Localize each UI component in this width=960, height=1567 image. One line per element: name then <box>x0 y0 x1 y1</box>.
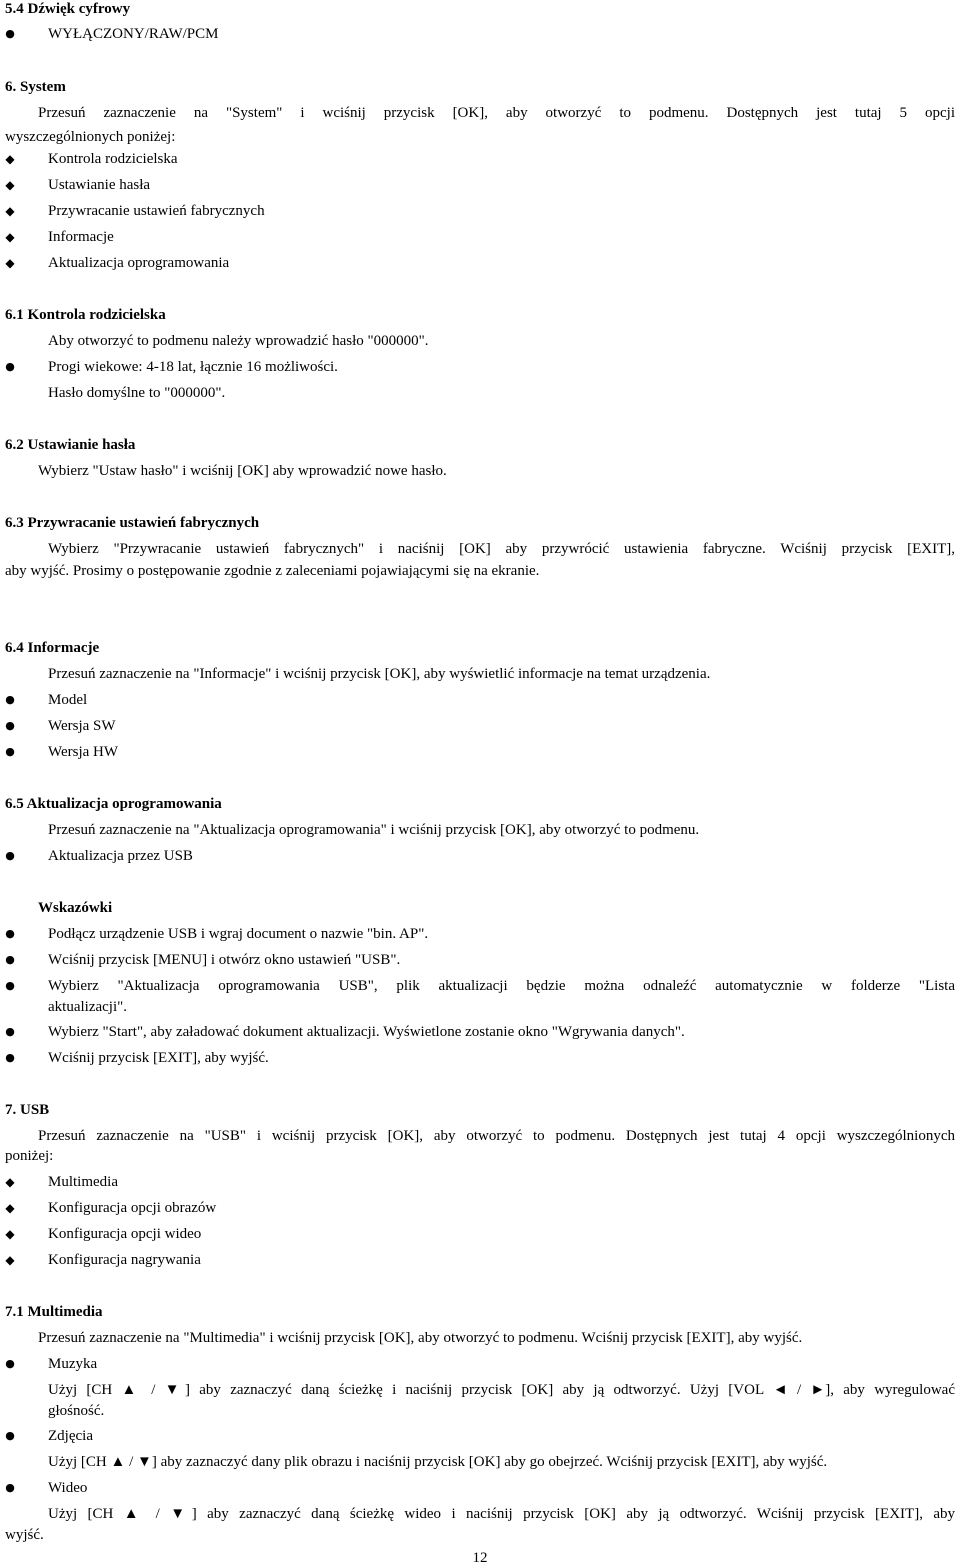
paragraph-line: Wybierz "Ustaw hasło" i wciśnij [OK] aby wprowadzić nowe hasło. <box>38 463 447 479</box>
bullet-diamond-icon: ◆ <box>5 1201 15 1215</box>
paragraph-line: Przesuń zaznaczenie na "USB" i wciśnij przycisk [OK], aby otworzyć to podmenu. Dostępnych jest tutaj 4 opcji wyszczególnionych <box>38 1128 955 1144</box>
bullet-diamond-icon: ◆ <box>5 1253 15 1267</box>
paragraph-line: Użyj [CH ▲ / ▼] aby zaznaczyć daną ścieżkę wideo i naciśnij przycisk [OK] aby ją odtworzyć. Wciśnij przycisk [EXIT], aby <box>48 1506 955 1522</box>
section-heading-6: 6. System <box>5 79 66 95</box>
paragraph-line: Hasło domyślne to "000000". <box>48 385 226 401</box>
section-heading-7-1: 7.1 Multimedia <box>5 1304 103 1320</box>
bullet-dot-icon: ● <box>5 927 15 940</box>
bullet-diamond-icon: ◆ <box>5 230 15 244</box>
bullet-dot-icon: ● <box>5 1357 15 1370</box>
bullet-diamond-icon: ◆ <box>5 1227 15 1241</box>
bullet-dot-icon: ● <box>5 1481 15 1494</box>
paragraph-line: wyszczególnionych poniżej: <box>5 129 176 145</box>
tips-heading: Wskazówki <box>38 900 113 916</box>
paragraph-line: Aby otworzyć to podmenu należy wprowadzić hasło "000000". <box>48 333 429 349</box>
paragraph-line: wyjść. <box>5 1527 44 1543</box>
paragraph-line: Użyj [CH ▲ / ▼] aby zaznaczyć daną ścieżkę i naciśnij przycisk [OK] aby ją odtworzyć. Użyj [VOL ◄ / ►], aby wyregulować <box>48 1382 955 1398</box>
section-heading-7: 7. USB <box>5 1102 50 1118</box>
bullet-dot-icon: ● <box>5 1025 15 1038</box>
bullet-dot-icon: ● <box>5 979 15 992</box>
section-heading-6-1: 6.1 Kontrola rodzicielska <box>5 307 166 323</box>
bullet-dot-icon: ● <box>5 693 15 706</box>
paragraph-line: Przesuń zaznaczenie na "Multimedia" i wciśnij przycisk [OK], aby otworzyć to podmenu. Wciśnij przycisk [EXIT], aby wyjść. <box>38 1330 803 1346</box>
bullet-dot-icon: ● <box>5 1051 15 1064</box>
paragraph-line: Przesuń zaznaczenie na "Aktualizacja oprogramowania" i wciśnij przycisk [OK], aby otworzyć to podmenu. <box>48 822 700 838</box>
paragraph-line: aktualizacji". <box>48 999 127 1015</box>
paragraph-line: Użyj [CH ▲ / ▼] aby zaznaczyć dany plik obrazu i naciśnij przycisk [OK] aby go obejrzeć. Wciśnij przycisk [EXIT], aby wyjść. <box>48 1454 828 1470</box>
section-heading-6-2: 6.2 Ustawianie hasła <box>5 437 136 453</box>
bullet-diamond-icon: ◆ <box>5 178 15 192</box>
bullet-diamond-icon: ◆ <box>5 1175 15 1189</box>
bullet-diamond-icon: ◆ <box>5 152 15 166</box>
section-heading-6-3: 6.3 Przywracanie ustawień fabrycznych <box>5 515 260 531</box>
bullet-diamond-icon: ◆ <box>5 204 15 218</box>
paragraph-line: głośność. <box>48 1403 105 1419</box>
bullet-diamond-icon: ◆ <box>5 256 15 270</box>
bullet-dot-icon: ● <box>5 1429 15 1442</box>
bullet-dot-icon: ● <box>5 27 15 40</box>
section-heading-6-5: 6.5 Aktualizacja oprogramowania <box>5 796 222 812</box>
page-number: 12 <box>472 1550 488 1566</box>
bullet-dot-icon: ● <box>5 719 15 732</box>
bullet-dot-icon: ● <box>5 849 15 862</box>
bullet-dot-icon: ● <box>5 745 15 758</box>
paragraph-line: Przesuń zaznaczenie na "Informacje" i wciśnij przycisk [OK], aby wyświetlić informacje na temat urządzenia. <box>48 666 711 682</box>
section-heading-6-4: 6.4 Informacje <box>5 640 100 656</box>
paragraph-line: aby wyjść. Prosimy o postępowanie zgodnie z zaleceniami pojawiającymi się na ekranie. <box>5 563 540 579</box>
bullet-dot-icon: ● <box>5 360 15 373</box>
paragraph-line: Wybierz "Przywracanie ustawień fabrycznych" i naciśnij [OK] aby przywrócić ustawienia fabryczne. Wciśnij przycisk [EXIT], <box>48 541 955 557</box>
paragraph-line: poniżej: <box>5 1148 54 1164</box>
paragraph-line: Przesuń zaznaczenie na "System" i wciśnij przycisk [OK], aby otworzyć to podmenu. Dostępnych jest tutaj 5 opcji <box>38 105 955 121</box>
bullet-dot-icon: ● <box>5 953 15 966</box>
section-heading-5-4: 5.4 Dźwięk cyfrowy <box>5 1 131 17</box>
